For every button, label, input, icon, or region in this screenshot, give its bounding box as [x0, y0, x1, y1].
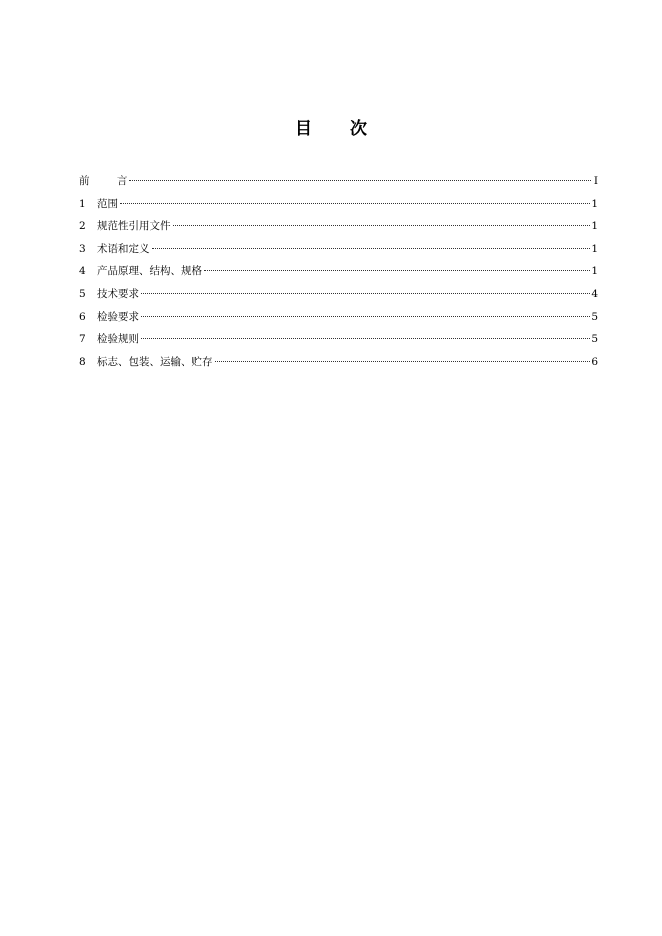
toc-leader-dots	[120, 203, 590, 204]
toc-entry-number: 2	[79, 220, 86, 233]
toc-entry-normative-references[interactable]	[79, 215, 598, 238]
toc-entry-scope[interactable]	[79, 193, 598, 216]
toc-entry-number: 8	[79, 355, 86, 368]
toc-entry-page: 1	[591, 197, 598, 210]
toc-title-char-2: 次	[350, 119, 367, 139]
toc-entry-label: 规范性引用文件	[97, 220, 171, 233]
toc-title-char-1: 目	[295, 119, 312, 139]
toc-entry-inspection-rules[interactable]	[79, 328, 598, 351]
toc-entry-label: 术语和定义	[97, 242, 150, 255]
toc-leader-dots	[215, 361, 591, 362]
toc-entry-technical-requirements[interactable]	[79, 283, 598, 306]
toc-entry-page: 4	[591, 287, 598, 300]
toc-leader-dots	[152, 248, 591, 249]
toc-list	[79, 170, 598, 373]
toc-entry-terms-definitions[interactable]	[79, 238, 598, 261]
toc-entry-number: 3	[79, 242, 86, 255]
toc-title	[0, 117, 662, 141]
toc-entry-page: 1	[591, 242, 598, 255]
toc-entry-number: 1	[79, 197, 86, 210]
toc-entry-number: 5	[79, 287, 86, 300]
toc-entry-product-principle[interactable]	[79, 260, 598, 283]
toc-entry-foreword[interactable]	[79, 170, 598, 193]
toc-entry-label: 产品原理、结构、规格	[97, 265, 202, 278]
toc-entry-number: 7	[79, 333, 86, 346]
toc-entry-inspection-requirements[interactable]	[79, 306, 598, 329]
toc-entry-label: 检验规则	[97, 333, 139, 346]
toc-entry-label: 技术要求	[97, 287, 139, 300]
toc-entry-label: 检验要求	[97, 310, 139, 323]
toc-leader-dots	[141, 338, 590, 339]
toc-entry-page: 5	[591, 333, 598, 346]
toc-entry-page: 1	[591, 220, 598, 233]
toc-leader-dots	[129, 180, 591, 181]
toc-entry-label: 标志、包装、运输、贮存	[97, 355, 213, 368]
toc-entry-page: 5	[591, 310, 598, 323]
toc-entry-label: 范围	[97, 197, 118, 210]
toc-entry-page: I	[593, 175, 598, 187]
toc-leader-dots	[173, 225, 591, 226]
toc-entry-number: 6	[79, 310, 86, 323]
toc-entry-marking-packaging[interactable]	[79, 351, 598, 374]
toc-entry-page: 1	[591, 265, 598, 278]
toc-entry-page: 6	[591, 355, 598, 368]
toc-leader-dots	[204, 270, 590, 271]
toc-entry-label: 前 言	[79, 175, 140, 187]
toc-leader-dots	[141, 316, 590, 317]
toc-leader-dots	[141, 293, 590, 294]
toc-entry-number: 4	[79, 265, 86, 278]
